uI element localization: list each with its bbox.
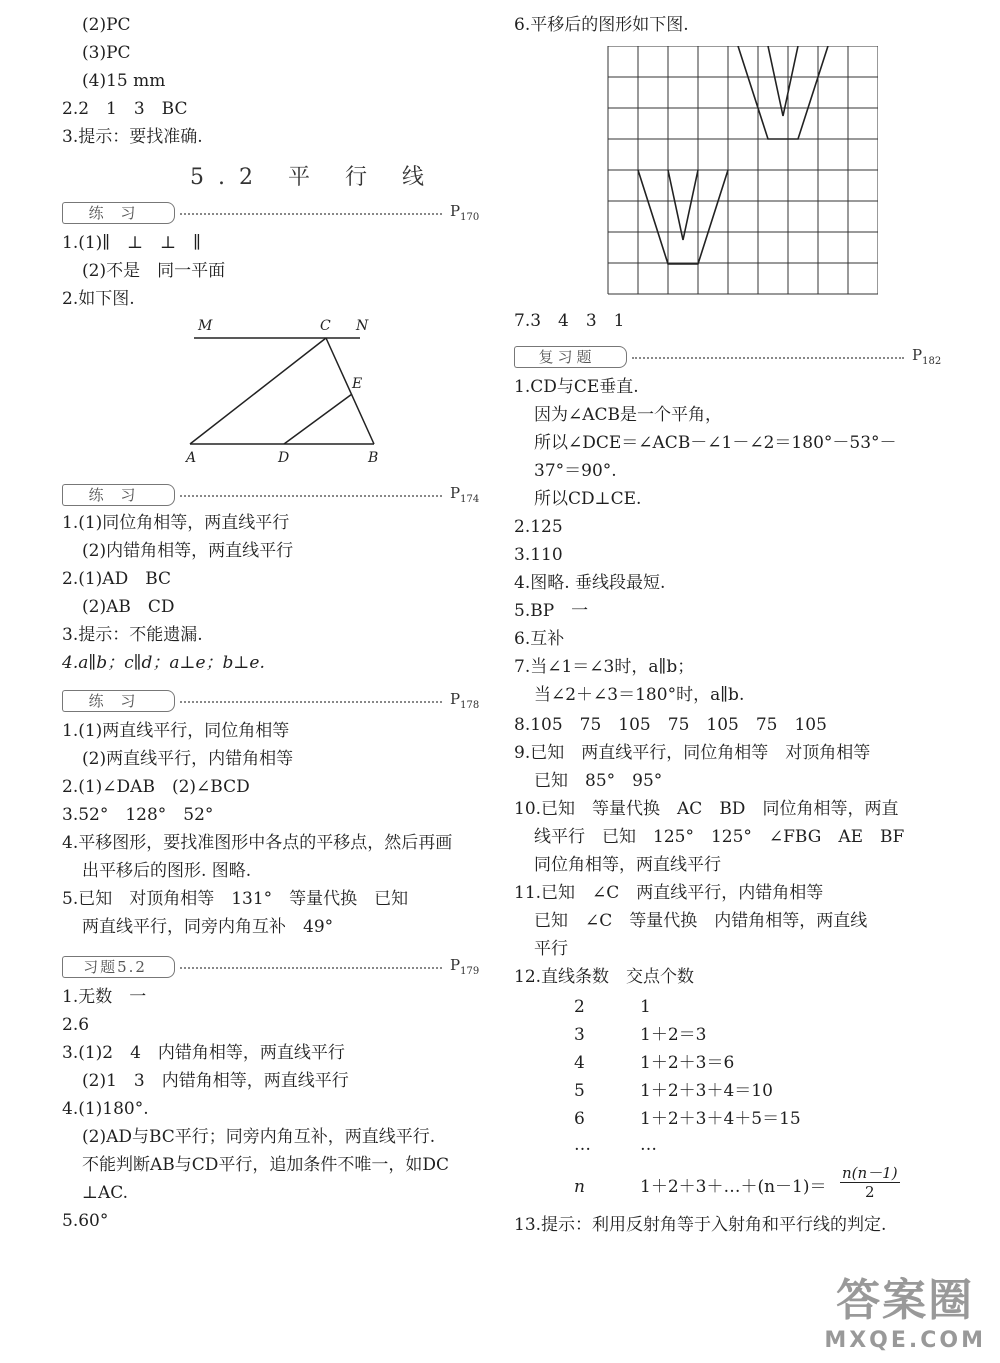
review-line: 9.已知 两直线平行，同位角相等 对顶角相等	[514, 743, 871, 763]
answer-line: 出平移后的图形. 图略.	[82, 861, 252, 881]
page-ref: P	[450, 956, 461, 974]
answer-line: 1.(1)两直线平行，同位角相等	[62, 721, 290, 741]
answer-line: 不能判断AB与CD平行，追加条件不唯一，如DC	[82, 1155, 450, 1175]
table-cell-n: …	[574, 1135, 591, 1155]
label-b: B	[368, 450, 379, 466]
page-ref-number: 182	[922, 356, 942, 367]
table-cell-n: 3	[574, 1025, 585, 1045]
fraction-numerator: n(n－1)	[842, 1164, 898, 1182]
intro-line-5: 3.提示：要找准确.	[62, 127, 203, 147]
answer-line: 3.52° 128° 52°	[62, 805, 214, 825]
upper-shape-inner	[768, 46, 798, 116]
exercise-label: 练 习	[62, 202, 167, 224]
answer-line: 1.无数 一	[62, 987, 147, 1007]
table-cell-count: 1＋2＋3＋4＝10	[640, 1081, 773, 1101]
answer-line: 两直线平行，同旁内角互补 49°	[82, 917, 334, 937]
answer-line: 1.(1)同位角相等，两直线平行	[62, 513, 290, 533]
review-line: 所以∠DCE＝∠ACB－∠1－∠2＝180°－53°－	[534, 433, 897, 453]
review-line: 已知 85° 95°	[534, 771, 663, 791]
answer-line: ⊥AC.	[82, 1183, 129, 1203]
review-line: 1.CD与CE垂直.	[514, 377, 639, 397]
review-line: 当∠2＋∠3＝180°时，a∥b.	[534, 685, 745, 705]
answer-line: 4.(1)180°.	[62, 1099, 149, 1119]
review-line: 6.互补	[514, 629, 565, 649]
review-line: 37°＝90°.	[534, 461, 617, 481]
exercise-header-p178	[62, 690, 484, 712]
label-c: C	[320, 318, 331, 334]
review-line: 同位角相等，两直线平行	[534, 855, 721, 875]
answer-line: (2)AB CD	[82, 597, 175, 617]
lower-shape-inner	[668, 170, 698, 240]
table-cell-n: 4	[574, 1053, 585, 1073]
review-label: 复习题	[514, 346, 619, 368]
q7-line: 7.3 4 3 1	[514, 311, 625, 331]
table-cell-n: 5	[574, 1081, 585, 1101]
review-line: 已知 ∠C 等量代换 内错角相等，两直线	[534, 911, 868, 931]
review-line: 12.直线条数 交点个数	[514, 967, 695, 987]
review-line: 2.125	[514, 517, 563, 537]
table-cell-count: 1	[640, 997, 651, 1017]
label-m: M	[198, 318, 213, 334]
watermark-url: MXQE.COM	[824, 1328, 986, 1353]
review-line: 3.110	[514, 545, 563, 565]
table-cell-n: n	[574, 1177, 585, 1197]
answer-line: (2)内错角相等，两直线平行	[82, 541, 294, 561]
review-line: 平行	[534, 939, 568, 959]
review-line: 8.105 75 105 75 105 75 105	[514, 715, 827, 735]
page-ref: P	[450, 202, 461, 220]
review-line: 5.BP 一	[514, 601, 589, 621]
page-ref-number: 170	[460, 212, 480, 223]
review-line: 10.已知 等量代换 AC BD 同位角相等，两直	[514, 799, 899, 819]
table-cell-expression: 1＋2＋3＋…＋(n－1)＝	[640, 1177, 827, 1197]
intro-line-3: (4)15 mm	[82, 71, 166, 91]
segment-de	[284, 394, 352, 444]
page-ref-number: 178	[460, 700, 480, 711]
page-ref: P	[450, 484, 461, 502]
review-line: 7.当∠1＝∠3时，a∥b；	[514, 657, 695, 677]
answer-line: 2.(1)AD BC	[62, 569, 172, 589]
intro-line-4: 2.2 1 3 BC	[62, 99, 188, 119]
table-cell-n: 6	[574, 1109, 585, 1129]
table-cell-count: …	[640, 1135, 657, 1155]
upper-shape	[738, 46, 828, 139]
exercise-header-p179	[62, 956, 484, 978]
lower-shape	[638, 170, 728, 264]
answer-line: 4.a∥b；c∥d；a⊥e；b⊥e.	[62, 653, 265, 673]
table-cell-n: 2	[574, 997, 585, 1017]
answer-line: 2.如下图.	[62, 289, 135, 309]
answer-line: (2)不是 同一平面	[82, 261, 226, 281]
label-e: E	[352, 376, 363, 392]
answer-line: 2.(1)∠DAB (2)∠BCD	[62, 777, 250, 797]
review-line: 线平行 已知 125° 125° ∠FBG AE BF	[534, 827, 905, 847]
table-cell-count: 1＋2＋3＝6	[640, 1053, 735, 1073]
exercise-label: 习题5.2	[62, 956, 167, 978]
label-d: D	[278, 450, 290, 466]
review-line: 所以CD⊥CE.	[534, 489, 642, 509]
answer-line: 5.60°	[62, 1211, 109, 1231]
intro-line-1: (2)PC	[82, 15, 131, 35]
fraction	[840, 1164, 900, 1201]
intro-line-2: (3)PC	[82, 43, 131, 63]
segment-cb	[326, 338, 374, 444]
label-a: A	[186, 450, 197, 466]
parallel-lines-figure	[184, 312, 434, 468]
answer-line: 1.(1)∥ ⊥ ⊥ ∥	[62, 233, 201, 253]
review-line: 11.已知 ∠C 两直线平行，内错角相等	[514, 883, 824, 903]
review-line: 因为∠ACB是一个平角，	[534, 405, 723, 425]
page-ref: P	[912, 346, 923, 364]
review-header-p182	[514, 346, 954, 368]
exercise-header-p170	[62, 202, 484, 224]
answer-line: (2)AD与BC平行；同旁内角互补，两直线平行.	[82, 1127, 436, 1147]
page-ref-number: 174	[460, 494, 480, 505]
review-line: 13.提示：利用反射角等于入射角和平行线的判定.	[514, 1215, 887, 1235]
page-ref: P	[450, 690, 461, 708]
watermark	[824, 1264, 986, 1353]
answer-line: 3.提示：不能遗漏.	[62, 625, 203, 645]
page-ref-number: 179	[460, 966, 480, 977]
translated-shape-grid	[606, 46, 878, 300]
answer-line: (2)1 3 内错角相等，两直线平行	[82, 1071, 349, 1091]
review-line: 4.图略. 垂线段最短.	[514, 573, 666, 593]
exercise-header-p174	[62, 484, 484, 506]
label-n: N	[356, 318, 369, 334]
exercise-label: 练 习	[62, 690, 167, 712]
table-cell-count: 1＋2＝3	[640, 1025, 707, 1045]
answer-line: 3.(1)2 4 内错角相等，两直线平行	[62, 1043, 345, 1063]
answer-line: 4.平移图形，要找准图形中各点的平移点，然后再画	[62, 833, 453, 853]
fraction-denominator: 2	[865, 1183, 875, 1201]
answer-line: 5.已知 对顶角相等 131° 等量代换 已知	[62, 889, 409, 909]
section-title: 5.2 平 行 线	[190, 165, 438, 190]
watermark-text: 答案圈	[836, 1275, 975, 1326]
answer-line: (2)两直线平行，内错角相等	[82, 749, 294, 769]
answer-line: 2.6	[62, 1015, 90, 1035]
exercise-label: 练 习	[62, 484, 167, 506]
table-cell-count: 1＋2＋3＋4＋5＝15	[640, 1109, 801, 1129]
q6-line: 6.平移后的图形如下图.	[514, 15, 689, 35]
